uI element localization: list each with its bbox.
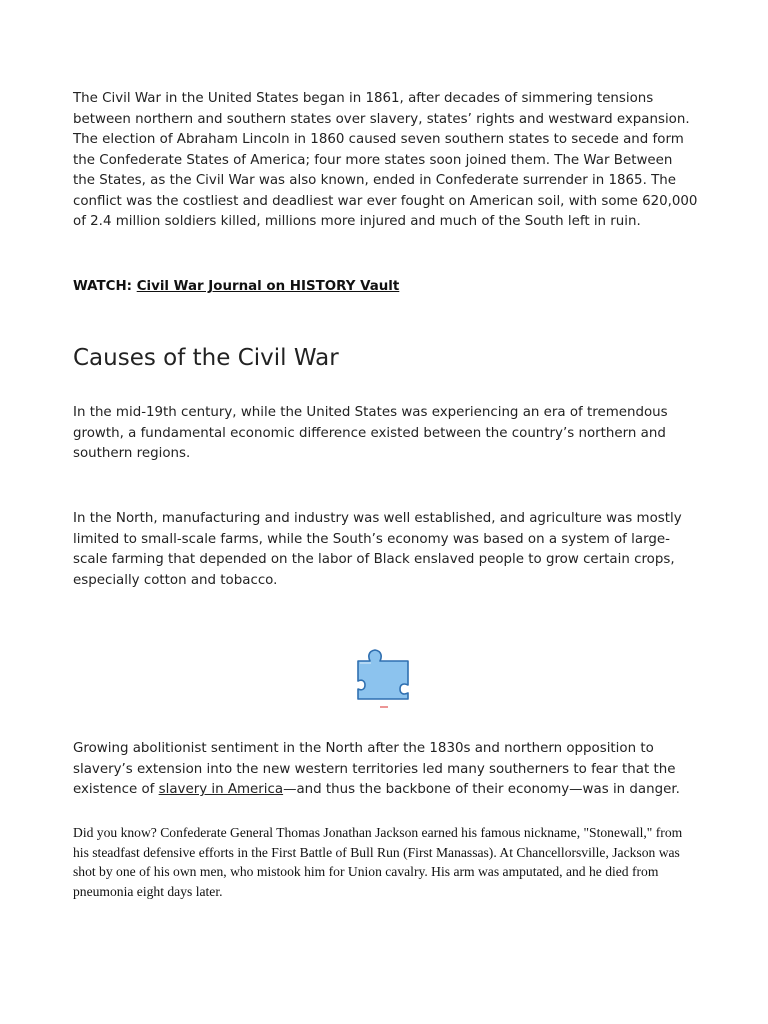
puzzle-piece-icon (356, 647, 412, 711)
abolition-text-start: Growing abolitionist sentiment in the North after the 1830s and northern opposition to slavery’s extension into the new western territories led many southerners to fear that the existence of (73, 741, 676, 797)
watch-callout (73, 277, 399, 297)
economy-paragraph: In the mid-19th century, while the United States was experiencing an era of tremendous growth, a fundamental economic difference existed between the country’s northern and southern regions. (73, 405, 668, 461)
did-you-know-note: Did you know? Confederate General Thomas Jonathan Jackson earned his famous nickname, "Stonewall," from his steadfast defensive efforts in the First Battle of Bull Run (First Manassas). At Chancellorsville, Jackson was shot by one of his own men, who mistook him for Union cavalry. His arm was amputated, and he died from pneumonia eight days later. (73, 825, 683, 899)
watch-label: WATCH: (73, 279, 137, 294)
north-south-paragraph: In the North, manufacturing and industry was well established, and agriculture was mostly limited to small-scale farms, while the South’s economy was based on a system of large-scale farming that depended on the labor of Black enslaved people to grow certain crops, especially cotton and tobacco. (73, 511, 682, 588)
section-heading: Causes of the Civil War (73, 345, 339, 371)
abolition-paragraph (73, 739, 698, 801)
intro-paragraph: The Civil War in the United States began in 1861, after decades of simmering tensions between northern and southern states over slavery, states’ rights and westward expansion. The election of Abraham Lincoln in 1860 caused seven southern states to secede and form the Confederate States of America; four more states soon joined them. The War Between the States, as the Civil War was also known, ended in Confederate surrender in 1865. The conflict was the costliest and deadliest war ever fought on American soil, with some 620,000 of 2.4 million soldiers killed, millions more injured and much of the South left in ruin. (73, 91, 698, 229)
slavery-in-america-link[interactable]: slavery in America (158, 782, 284, 797)
history-vault-link[interactable]: Civil War Journal on HISTORY Vault (136, 279, 400, 294)
abolition-text-end: —and thus the backbone of their economy—was in danger. (283, 782, 680, 797)
